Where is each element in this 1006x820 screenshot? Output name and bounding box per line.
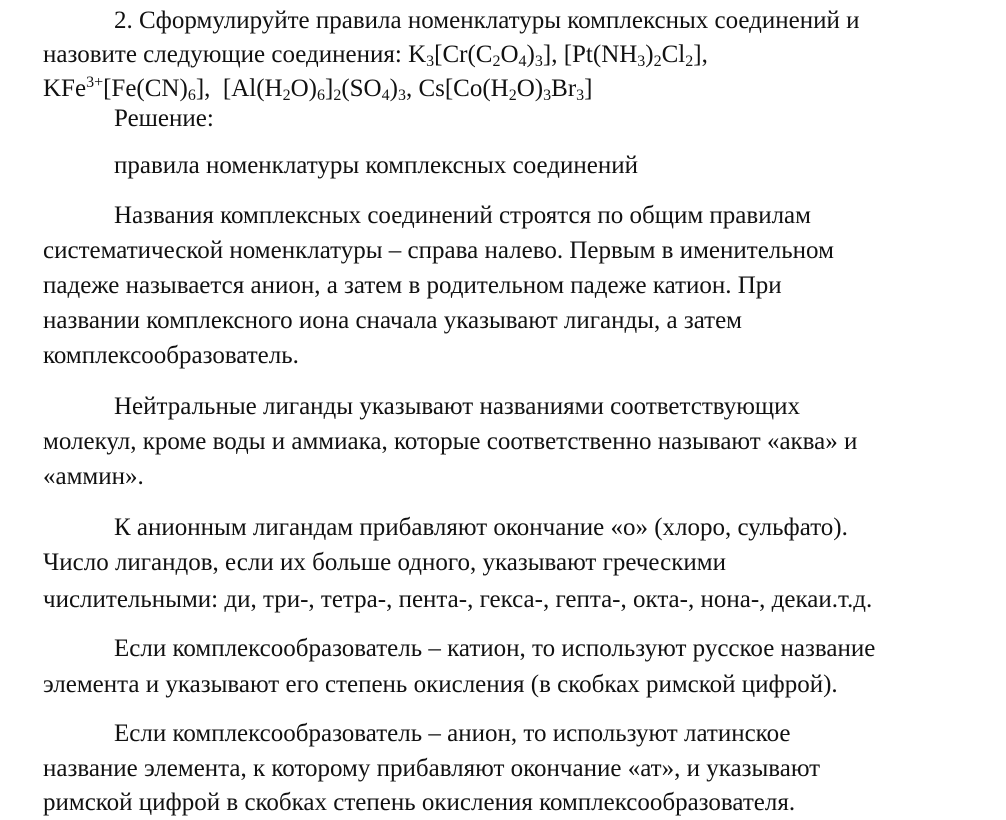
formula-kfe-fe-cn-6: $KFe^{3+}[Fe(CN)_6]$ [43, 74, 205, 104]
paragraph-line: числительными: ди, три-, тетра-, пента-, гекса-, гепта-, окта-, нона-, декаи.т.д. [43, 586, 873, 613]
paragraph-line: падеже называется анион, а затем в родительном падеже катион. При [43, 272, 782, 299]
paragraph-line: Названия комплексных соединений строятся по общим правилам [114, 202, 811, 229]
paragraph-line: Если комплексообразователь – анион, то используют латинское [114, 720, 791, 747]
paragraph-line: названии комплексного иона сначала указывают лиганды, а затем [43, 307, 742, 334]
task-line-2: назовите следующие соединения: $K_3[Cr(C_2O_4)_3]$, $[Pt(NH_3)_2Cl_2]$, [43, 41, 708, 70]
task-line-3: $KFe^{3+}[Fe(CN)_6]$, $[Al(H_2O)_6]_2(SO_4)_3$, $Cs[Co(H_2O)_3Br_3]$ [43, 74, 593, 104]
formula-al-h2o-6-2-so4-3: $[Al(H_2O)_6]_2(SO_4)_3$ [222, 75, 406, 104]
task-line-1 [114, 4, 860, 38]
paragraph-line: римской цифрой в скобках степень окисления комплексообразователя. [43, 789, 796, 816]
paragraph-line: К анионным лигандам прибавляют окончание «о» (хлоро, сульфато). [114, 514, 848, 541]
paragraph-line: систематической номенклатуры – справа налево. Первым в именительном [43, 237, 834, 264]
paragraph-line: элемента и указывают его степень окисления (в скобках римской цифрой). [43, 671, 838, 698]
formula-pt-nh3-2-cl2: $[Pt(NH_3)_2Cl_2]$ [563, 41, 702, 70]
solution-label: Решение: [114, 105, 214, 132]
paragraph-line: Нейтральные лиганды указывают названиями соответствующих [114, 393, 801, 420]
paragraph-line: Если комплексообразователь – катион, то используют русское название [114, 635, 876, 662]
task-text-line-1: Сформулируйте правила номенклатуры комплексных соединений и [132, 7, 860, 34]
paragraph-line: молекул, кроме воды и аммиака, которые соответственно называют «аква» и [43, 428, 858, 455]
paragraph-line: комплексообразователь. [43, 342, 299, 369]
paragraph-line: Число лигандов, если их больше одного, указывают греческими [43, 549, 726, 576]
task-text-line-2: назовите следующие соединения: [43, 41, 409, 68]
paragraph-line: название элемента, к которому прибавляют окончание «ат», и указывают [43, 755, 821, 782]
formula-k3-cr-c2o4-3: $K_3[Cr(C_2O_4)_3]$ [408, 41, 552, 70]
task-number: 2. [114, 7, 133, 34]
formula-cs-co-h2o-3-br3: $Cs[Co(H_2O)_3Br_3]$ [418, 75, 593, 104]
rules-heading: правила номенклатуры комплексных соединений [114, 152, 638, 179]
paragraph-line: «аммин». [43, 463, 144, 490]
